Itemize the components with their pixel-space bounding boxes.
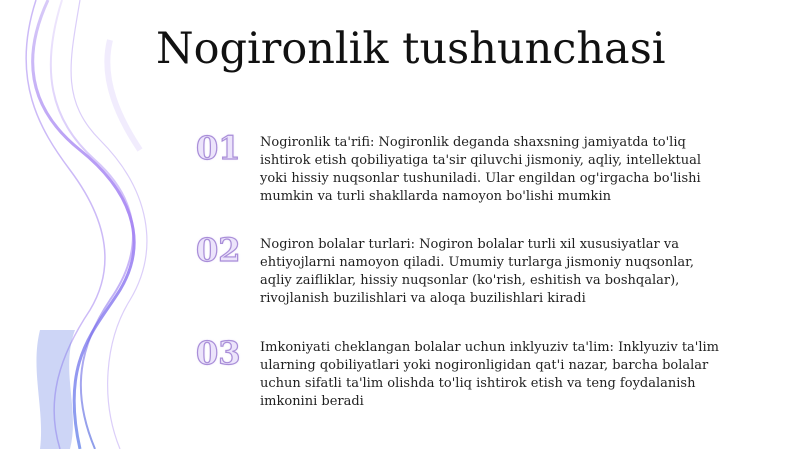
- slide-title: Nogironlik tushunchasi: [156, 24, 666, 74]
- item-number: 02: [196, 231, 241, 269]
- item-text: Nogiron bolalar turlari: Nogiron bolalar turli xil xususiyatlar va ehtiyojlarni namoyon qiladi. Umumiy turlarga jismoniy nuqsonlar, aqliy zaifliklar, hissiy nuqsonlar (ko'rish, eshitish va boshqalar), rivojlanish buzilishlari va aloqa buzilishlari kiradi: [260, 237, 695, 306]
- item-text: Imkoniyati cheklangan bolalar uchun inklyuziv ta'lim: Inklyuziv ta'lim ularning qobiliyatlari yoki nogironligidan qat'i nazar, barcha bolalar uchun sifatli ta'lim olishda to'liq ishtirok etish va teng foydalanish imkonini beradi: [260, 340, 720, 409]
- item-text: Nogironlik ta'rifi: Nogironlik deganda shaxsning jamiyatda to'liq ishtirok etish qobiliyatiga ta'sir qiluvchi jismoniy, aqliy, intellektual yoki hissiy nuqsonlar tushuniladi. Ular engildan og'irgacha bo'lishi mumkin va turli shakllarda namoyon bo'lishi mumkin: [260, 135, 702, 204]
- item-number: 03: [196, 334, 241, 372]
- item-number: 01: [196, 129, 241, 167]
